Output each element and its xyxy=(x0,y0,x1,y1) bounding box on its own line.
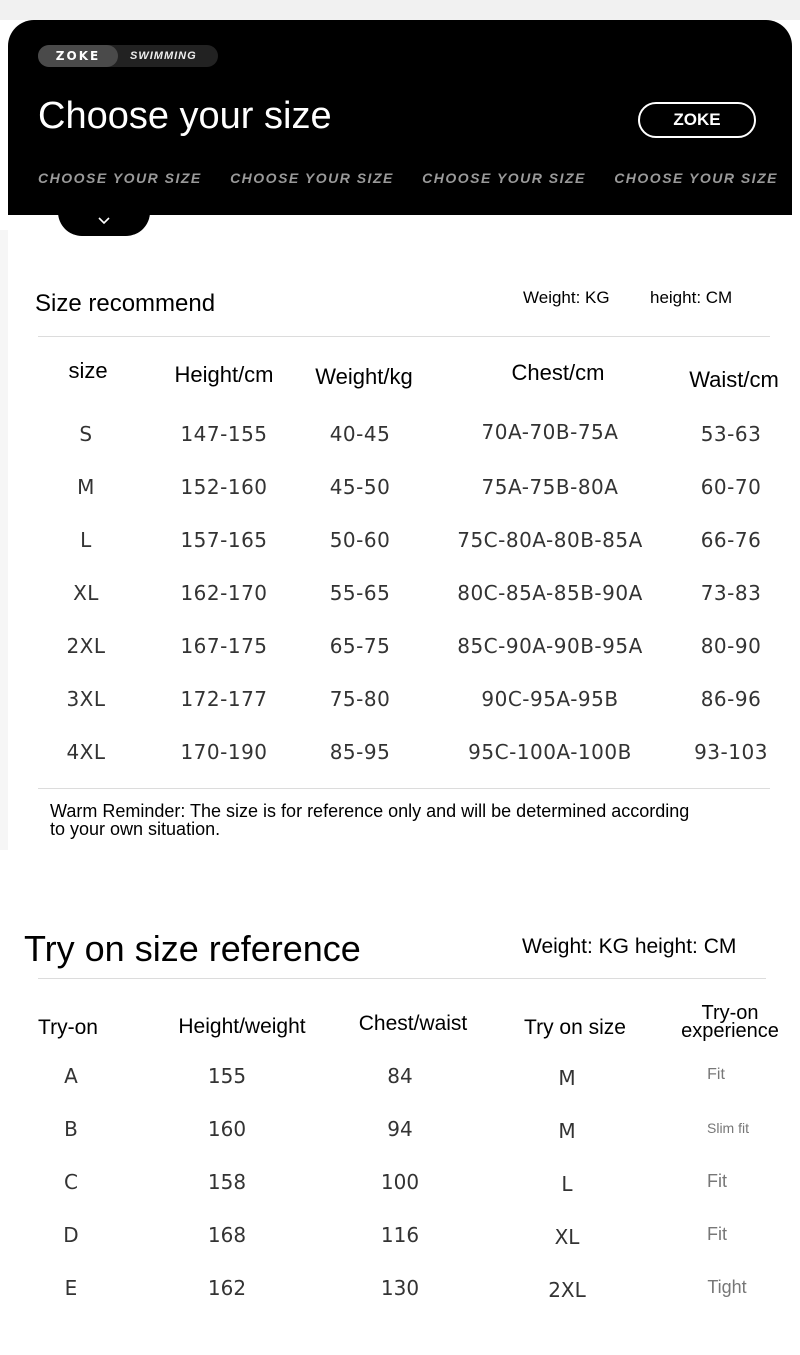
table-cell: E xyxy=(64,1276,78,1300)
divider xyxy=(38,336,770,337)
table-cell: A xyxy=(64,1064,78,1088)
table-cell: XL xyxy=(554,1225,580,1249)
column-header: Try on size xyxy=(524,1016,626,1039)
column-header: Waist/cm xyxy=(689,367,779,392)
table-cell: Fit xyxy=(707,1066,725,1083)
table-cell: 85-95 xyxy=(329,740,391,764)
table-cell: 170-190 xyxy=(180,740,268,764)
table-cell: 90C-95A-95B xyxy=(481,687,619,711)
table-cell: 167-175 xyxy=(180,634,268,658)
table-cell: 95C-100A-100B xyxy=(468,740,632,764)
height-unit-label: height: CM xyxy=(650,288,733,307)
table-cell: 2XL xyxy=(548,1278,586,1302)
table-cell: 80C-85A-85B-90A xyxy=(457,581,643,605)
ticker-text: CHOOSE YOUR SIZE xyxy=(614,170,778,186)
column-header-experience xyxy=(681,1004,779,1040)
table-cell: 75C-80A-80B-85A xyxy=(457,528,643,552)
reminder-line: Warm Reminder: The size is for reference only and will be determined according xyxy=(50,801,690,821)
table-cell: 60-70 xyxy=(700,475,762,499)
zoke-logo: ZOKE xyxy=(38,45,118,67)
table-cell: Fit xyxy=(707,1224,727,1244)
column-header-line: Try-on xyxy=(701,1002,759,1024)
table-cell: 45-50 xyxy=(329,475,391,499)
table-cell: M xyxy=(558,1119,576,1143)
left-edge-shade xyxy=(0,230,8,850)
page-title: Choose your size xyxy=(38,95,332,137)
table-cell: 94 xyxy=(387,1117,413,1141)
table-cell: 116 xyxy=(380,1223,420,1247)
table-cell: 86-96 xyxy=(700,687,762,711)
warm-reminder xyxy=(50,802,770,838)
try-on-units-label: Weight: KG height: CM xyxy=(522,935,737,958)
header-banner xyxy=(8,20,792,215)
chevron-down-icon xyxy=(96,214,112,226)
column-header: Chest/cm xyxy=(511,360,605,385)
ticker-row xyxy=(38,170,778,186)
table-cell: M xyxy=(77,475,95,499)
ticker-text: CHOOSE YOUR SIZE xyxy=(38,170,202,186)
brand-word: SWIMMING xyxy=(130,50,197,62)
table-cell: Slim fit xyxy=(707,1120,749,1136)
table-cell: 66-76 xyxy=(700,528,762,552)
try-on-title: Try on size reference xyxy=(24,928,361,969)
table-cell: 3XL xyxy=(66,687,106,711)
table-cell: M xyxy=(558,1066,576,1090)
table-cell: S xyxy=(79,422,93,446)
table-cell: 168 xyxy=(207,1223,247,1247)
table-cell: L xyxy=(561,1172,573,1196)
table-cell: 130 xyxy=(380,1276,420,1300)
ticker-text: CHOOSE YOUR SIZE xyxy=(230,170,394,186)
table-cell: 4XL xyxy=(66,740,106,764)
table-cell: 93-103 xyxy=(694,740,768,764)
table-cell: 80-90 xyxy=(700,634,762,658)
table-cell: 85C-90A-90B-95A xyxy=(457,634,643,658)
table-cell: 157-165 xyxy=(180,528,268,552)
table-cell: 84 xyxy=(387,1064,413,1088)
column-header: size xyxy=(68,358,108,383)
table-cell: 147-155 xyxy=(180,422,268,446)
table-cell: 73-83 xyxy=(700,581,762,605)
table-cell: Fit xyxy=(707,1171,727,1191)
table-cell: 70A-70B-75A xyxy=(481,420,619,444)
table-cell: 100 xyxy=(380,1170,420,1194)
column-header: Height/weight xyxy=(178,1015,306,1038)
table-cell: 160 xyxy=(207,1117,247,1141)
column-header: Weight/kg xyxy=(315,364,413,389)
table-cell: Tight xyxy=(707,1277,747,1297)
table-cell: 162 xyxy=(207,1276,247,1300)
table-cell: B xyxy=(64,1117,78,1141)
table-cell: 40-45 xyxy=(329,422,391,446)
table-cell: 75-80 xyxy=(329,687,391,711)
table-cell: D xyxy=(63,1223,79,1247)
table-cell: 158 xyxy=(207,1170,247,1194)
table-cell: 172-177 xyxy=(180,687,268,711)
column-header-line: experience xyxy=(681,1020,779,1042)
column-header: Chest/waist xyxy=(358,1012,468,1035)
brand-pill xyxy=(38,45,218,67)
column-header: Height/cm xyxy=(174,362,274,387)
table-cell: 155 xyxy=(207,1064,247,1088)
table-cell: 162-170 xyxy=(180,581,268,605)
table-cell: XL xyxy=(73,581,99,605)
column-header: Try-on xyxy=(38,1016,98,1039)
table-cell: 2XL xyxy=(66,634,106,658)
top-background-strip xyxy=(0,0,800,20)
table-cell: 53-63 xyxy=(700,422,762,446)
reminder-line: to your own situation. xyxy=(50,819,221,839)
size-recommend-title: Size recommend xyxy=(35,290,216,317)
ticker-text: CHOOSE YOUR SIZE xyxy=(422,170,586,186)
divider xyxy=(38,788,770,789)
table-cell: L xyxy=(80,528,92,552)
table-cell: 55-65 xyxy=(329,581,391,605)
weight-unit-label: Weight: KG xyxy=(523,288,610,307)
table-cell: 152-160 xyxy=(180,475,268,499)
zoke-badge: ZOKE xyxy=(638,102,756,138)
table-cell: 50-60 xyxy=(329,528,391,552)
table-cell: 65-75 xyxy=(329,634,391,658)
table-cell: 75A-75B-80A xyxy=(481,475,619,499)
table-cell: C xyxy=(64,1170,78,1194)
divider xyxy=(38,978,766,979)
